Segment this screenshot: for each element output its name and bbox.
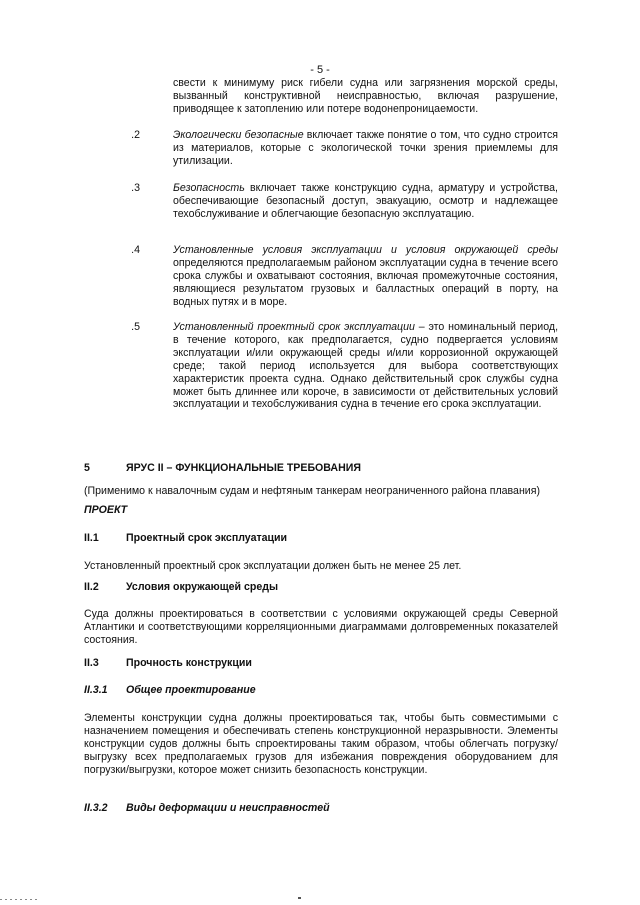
subsection-number: II.2 (84, 581, 99, 593)
item-number: .5 (131, 321, 140, 333)
subsection-number: II.3.1 (84, 684, 108, 696)
scan-edge (0, 899, 40, 900)
applicability-note: (Применимо к навалочным судам и нефтяным танкерам неограниченного района плавания) (84, 485, 540, 497)
definition-item (173, 244, 558, 309)
definition-item (173, 129, 558, 168)
definition-term: Экологически безопасные (173, 129, 304, 141)
definition-term: Установленные условия эксплуатации и условия окружающей среды (173, 244, 558, 256)
subsection-title: Прочность конструкции (126, 657, 252, 669)
definition-text: включает также понятие о том, что судно строится из материалов, которые с экологической точки зрения приемлемы для утилизации. (173, 129, 558, 167)
scan-mark (298, 897, 301, 899)
subsection-number: II.1 (84, 532, 99, 544)
subsection-number: II.3.2 (84, 802, 108, 814)
definition-text: – это номинальный период, в течение которого, как предполагается, судно подвергается условиям эксплуатации и/или окружающей среды и/или коррозионной окружающей среде; такой период используется для выбора соответствующих характеристик проекта судна. Однако действительный срок службы судна может быть длиннее или короче, в зависимости от действительных условий эксплуатации и техобслуживания судна в течение его срока эксплуатации. (173, 321, 559, 411)
section-number: 5 (84, 462, 90, 474)
subsection-title: Общее проектирование (126, 684, 256, 696)
definition-item (173, 182, 558, 221)
definition-item (173, 321, 558, 411)
item-number: .4 (131, 244, 140, 256)
subsection-text: Установленный проектный срок эксплуатации должен быть не менее 25 лет. (84, 560, 462, 572)
item-number: .2 (131, 129, 140, 141)
subsection-title: Проектный срок эксплуатации (126, 532, 288, 544)
subsection-text: Суда должны проектироваться в соответствии с условиями окружающей среды Северной Атлантики и соответствующими корреляционными диаграммами долговременных показателей состояния. (84, 608, 558, 646)
page-number: - 5 - (310, 64, 330, 76)
subsection-number: II.3 (84, 657, 99, 669)
subsection-text: Элементы конструкции судна должны проектироваться так, чтобы быть совместимыми с назначением помещения и обеспечивать степень конструкционной неразрывности. Элементы конструкции судов должны быть спроектированы таким образом, чтобы облегчать погрузку/выгрузку всех предполагаемых грузов для избежания повреждения оборудованием для погрузки/выгрузки, которое может снизить безопасность конструкции. (84, 712, 558, 776)
section-title: ЯРУС II – ФУНКЦИОНАЛЬНЫЕ ТРЕБОВАНИЯ (126, 462, 361, 474)
continuation-paragraph: свести к минимуму риск гибели судна или загрязнения морской среды, вызванный конструктивной неисправностью, включая разрушение, приводящее к затоплению или потере водонепроницаемости. (173, 77, 558, 115)
project-heading: ПРОЕКТ (84, 504, 128, 516)
item-number: .3 (131, 182, 140, 194)
definition-term: Безопасность (173, 182, 245, 194)
definition-text: включает также конструкцию судна, арматуру и устройства, обеспечивающие безопасный доступ, эвакуацию, осмотр и надлежащее техобслуживание и облегчающие безопасную эксплуатацию. (173, 182, 558, 220)
subsection-title: Условия окружающей среды (126, 581, 279, 593)
definition-term: Установленный проектный срок эксплуатации (173, 321, 415, 333)
definition-text: определяются предполагаемым районом эксплуатации судна в течение всего срока службы и охватывают состояния, включая промежуточные состояния, являющиеся результатом грузовых и балластных операций в порту, на водных путях и в море. (173, 256, 558, 308)
subsection-title: Виды деформации и неисправностей (126, 802, 330, 814)
